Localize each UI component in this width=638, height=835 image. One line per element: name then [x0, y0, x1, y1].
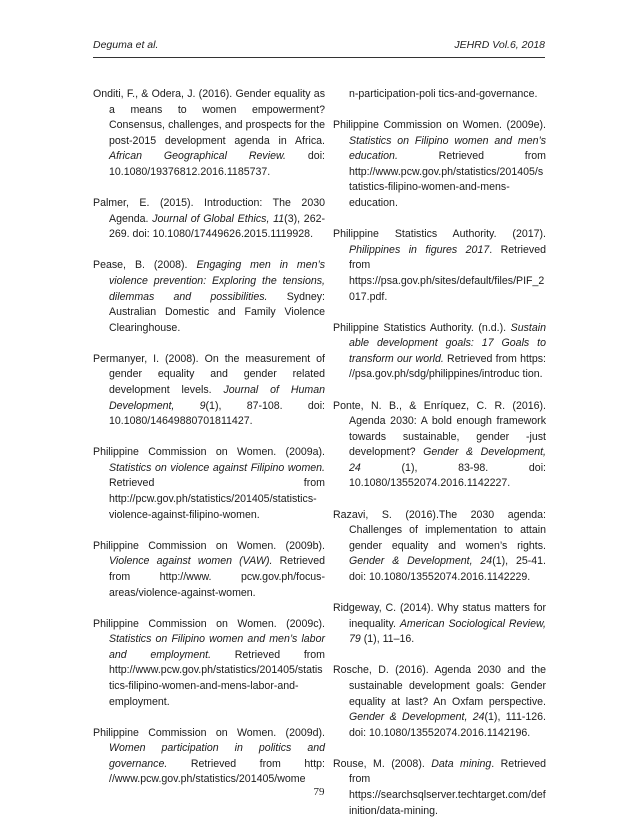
- reference-entry: Philippine Commission on Women. (2009d). Women participation in politics and governance. Retrieved from http: //www.pcw.gov.ph/statistics/201405/wome: [93, 726, 325, 786]
- running-header-journal: JEHRD Vol.6, 2018: [454, 39, 545, 51]
- reference-entry: Philippine Commission on Women. (2009c). Statistics on Filipino women and men’s labor and employment. Retrieved from http://www.pcw.gov.ph/statistics/201405/statistics-filipino-women-and-mens-labor-and-employment.: [93, 617, 326, 708]
- reference-entry: Philippine Commission on Women. (2009b). Violence against women (VAW). Retrieved from http://www. pcw.gov.ph/focus-areas/violence-against-women.: [93, 539, 325, 599]
- running-header-authors: Deguma et al.: [93, 39, 159, 51]
- reference-continuation: n-participation-poli tics-and-governance.: [349, 88, 538, 100]
- reference-entry: Permanyer, I. (2008). On the measurement of gender equality and gender related development levels. Journal of Human Development, 9(1), 87-108. doi: 10.1080/14649880701811427.: [93, 352, 325, 428]
- reference-entry: Philippine Statistics Authority. (n.d.). Sustain able development goals: 17 Goals to transform our world. Retrieved from https: //psa.gov.ph/sdg/philippines/introduc tion.: [333, 321, 546, 381]
- reference-entry: Rosche, D. (2016). Agenda 2030 and the sustainable development goals: Gender equality at last? An Oxfam perspective. Gender & Development, 24(1), 111-126. doi: 10.1080/13552074.2016.1142196.: [333, 664, 546, 739]
- header-rule: [93, 57, 545, 58]
- reference-entry: Ridgeway, C. (2014). Why status matters for inequality. American Sociological Review, 79 (1), 11–16.: [333, 602, 546, 646]
- reference-entry: Philippine Commission on Women. (2009a). Statistics on violence against Filipino women. Retrieved from http://pcw.gov.ph/statistics/201405/statistics-violence-against-filipino-women.: [93, 446, 325, 521]
- reference-entry: Ponte, N. B., & Enríquez, C. R. (2016). Agenda 2030: A bold enough framework towards sustainable, gender -just development? Gender & Development, 24 (1), 83-98. doi: 10.1080/13552074.2016.1142227.: [333, 399, 547, 490]
- reference-entry: Razavi, S. (2016).The 2030 agenda: Challenges of implementation to attain gender equality and women’s rights. Gender & Development, 24(1), 25-41. doi: 10.1080/13552074.2016.1142229.: [333, 508, 546, 583]
- right-column: [333, 87, 546, 835]
- reference-entry: Palmer, E. (2015). Introduction: The 2030 Agenda. Journal of Global Ethics, 11(3), 262-269. doi: 10.1080/17449626.2015.1119928.: [93, 197, 326, 241]
- reference-entry: Rouse, M. (2008). Data mining. Retrieved from https://searchsqlserver.techtarget.com/definition/data-mining.: [333, 757, 546, 817]
- reference-entry: Philippine Statistics Authority. (2017). Philippines in figures 2017. Retrieved from https://psa.gov.ph/sites/default/files/PIF_2017.pdf.: [333, 228, 546, 303]
- reference-entry: Philippine Commission on Women. (2009e). Statistics on Filipino women and men’s education. Retrieved from http://www.pcw.gov.ph/statistics/201405/statistics-filipino-women-and-mens-education.: [333, 119, 546, 210]
- reference-entry: Pease, B. (2008). Engaging men in men’s violence prevention: Exploring the tensions, dilemmas and possibilities. Sydney: Australian Domestic and Family Violence Clearinghouse.: [93, 259, 325, 334]
- page-number: 79: [313, 786, 325, 798]
- reference-entry: Onditi, F., & Odera, J. (2016). Gender equality as a means to women empowerment? Consensus, challenges, and prospects for the post-2015 development agenda in Africa. African Geographical Review. doi: 10.1080/19376812.2016.1185737.: [93, 88, 325, 178]
- left-column: [93, 87, 325, 804]
